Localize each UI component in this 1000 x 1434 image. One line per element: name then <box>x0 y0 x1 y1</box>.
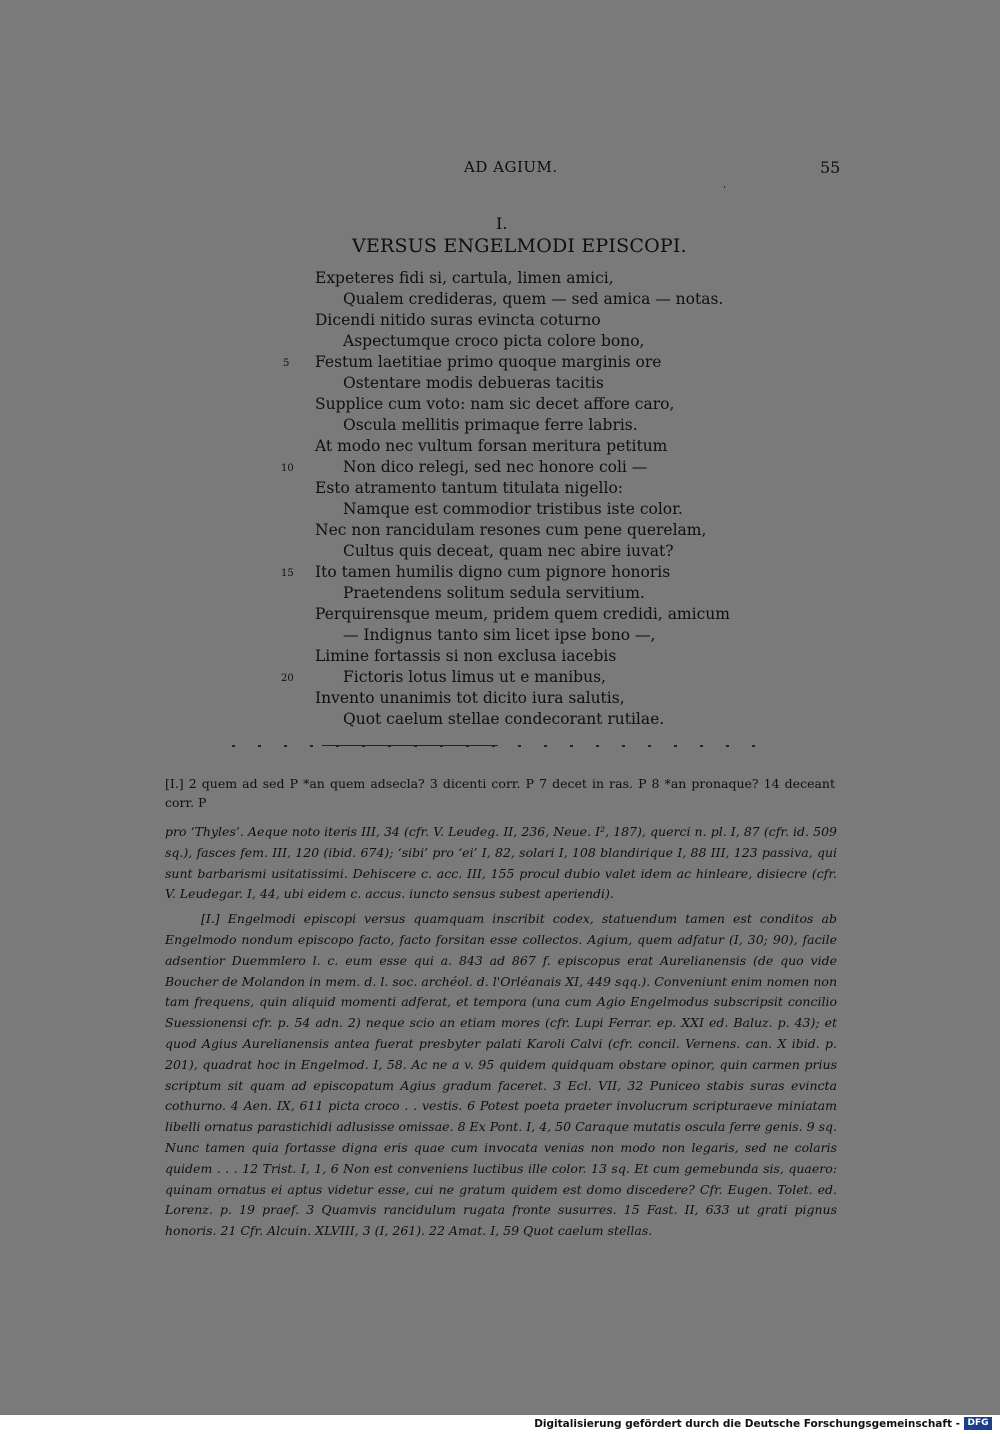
verse-line: Cultus quis deceat, quam nec abire iuvat? <box>343 542 674 560</box>
poem-numeral: I. <box>496 214 508 233</box>
verse-line: Oscula mellitis primaque ferre labris. <box>343 416 638 434</box>
verse-line: — Indignus tanto sim licet ipse bono —, <box>343 626 656 644</box>
page-number: 55 <box>820 158 841 177</box>
verse-line: Aspectumque croco picta colore bono, <box>343 332 645 350</box>
critical-apparatus <box>165 774 835 812</box>
verse-line: Quot caelum stellae condecorant rutilae. <box>343 710 665 728</box>
footer-credit: Digitalisierung gefördert durch die Deutsche Forschungsgemeinschaft - <box>534 1418 960 1430</box>
verse-line: Supplice cum voto: nam sic decet affore caro, <box>315 395 675 413</box>
running-title: AD AGIUM. <box>464 158 558 176</box>
line-number: 20 <box>281 673 294 684</box>
verse-line: Esto atramento tantum titulata nigello: <box>315 479 624 497</box>
verse-line: At modo nec vultum forsan meritura petitum <box>315 437 668 455</box>
verse-line: Expeteres fidi si, cartula, limen amici, <box>315 269 614 287</box>
verse-line: Festum laetitiae primo quoque marginis ore <box>315 353 662 371</box>
verse-line: Perquirensque meum, pridem quem credidi, amicum <box>315 605 730 623</box>
verse-line: Dicendi nitido suras evincta coturno <box>315 311 601 329</box>
verse-line: Invento unanimis tot dicito iura salutis, <box>315 689 625 707</box>
verse-line: Limine fortassis si non exclusa iacebis <box>315 647 617 665</box>
verse-line: Qualem credideras, quem — sed amica — notas. <box>343 290 724 308</box>
dfg-logo-icon: DFG <box>964 1417 992 1430</box>
apparatus-text: [I.] 2 quem ad sed P *an quem adsecla? 3 dicenti corr. P 7 decet in ras. P 8 *an pronaque? 14 deceant corr. P <box>165 776 835 810</box>
verse-line: Fictoris lotus limus ut e manibus, <box>343 668 606 686</box>
separator-rule <box>232 745 766 747</box>
separator-rule-solid <box>322 745 498 746</box>
verse-line: Nec non rancidulam resones cum pene querelam, <box>315 521 707 539</box>
verse-line: Ito tamen humilis digno cum pignore honoris <box>315 563 671 581</box>
header-mark <box>724 186 725 188</box>
commentary <box>165 822 837 1246</box>
commentary-paragraph: [I.] Engelmodi episcopi versus quamquam inscribit codex, statuendum tamen est conditos ab Engelmodo nondum episcopo facto, facto forsitan esse collectos. Agium, quem adfatur (I, 30; 90), facile adsentior Duemmlero l. c. eum esse qui a. 843 ad 867 f. episcopus erat Aurelianensis (de quo vide Boucher de Molandon in mem. d. l. soc. archéol. d. l'Orléanais XI, 449 sqq.). Conveniunt enim nomen non tam frequens, quin aliquid momenti adferat, et tempora (una cum Agio Engelmodus subscripsit concilio Suessionensi cfr. p. 54 adn. 2) neque scio an etiam mores (cfr. Lupi Ferrar. ep. XXI ed. Baluz. p. 43); et quod Agius Aurelianensis antea fuerat presbyter palati Karoli Calvi (cfr. concil. Vernens. can. X ibid. p. 201), quadrat hoc in Engelmod. I, 58. Ac ne a v. 95 quidem quidquam obstare opinor, quin carmen prius scriptum sit quam ad episcopatum Agius gradum faceret. 3 Ecl. VII, 32 Puniceo stabis suras evincta cothurno. 4 Aen. IX, 611 picta croco . . vestis. 6 Potest poeta praeter involucrum scripturaeve miniatam libelli ornatus parastichidi adlusisse omissae. 8 Ex Pont. I, 4, 50 Caraque mutatis oscula ferre genis. 9 sq. Nunc tamen quia fortasse digna eris quae cum invocata venias non modo non legaris, sed ne colaris quidem . . . 12 Trist. I, 1, 6 Non est conveniens luctibus ille color. 13 sq. Et cum gemebunda sis, quaero: quinam ornatus ei aptus videtur esse, cui ne gratum quidem est domo discedere? Cfr. Eugen. Tolet. ed. Lorenz. p. 19 praef. 3 Quamvis rancidulum rugata fronte susurres. 15 Fast. II, 633 ut grati pignus honoris. 21 Cfr. Alcuin. XLVIII, 3 (I, 261). 22 Amat. I, 59 Quot caelum stellas. <box>165 911 837 1239</box>
commentary-paragraph: pro ‘Thyles’. Aeque noto iteris III, 34 (cfr. V. Leudeg. II, 236, Neue. I², 187), querci n. pl. I, 87 (cfr. id. 509 sq.), fasces fem. III, 120 (ibid. 674); ‘sibi’ pro ‘ei’ I, 82, solari I, 108 blandirique I, 88 III, 123 passiva, qui sunt barbarismi usitatissimi. Dehiscere c. acc. III, 155 procul dubio valet idem ac hinleare, disiecre (cfr. V. Leudegar. I, 44, ubi eidem c. accus. iuncto sensus subest aperiendi). <box>165 824 837 902</box>
verse-line: Non dico relegi, sed nec honore coli — <box>343 458 648 476</box>
verse-line: Namque est commodior tristibus iste color. <box>343 500 683 518</box>
line-number: 5 <box>283 358 290 369</box>
verse-line: Praetendens solitum sedula servitium. <box>343 584 645 602</box>
poem-title: VERSUS ENGELMODI EPISCOPI. <box>352 235 687 257</box>
line-number: 10 <box>281 463 294 474</box>
verse-line: Ostentare modis debueras tacitis <box>343 374 604 392</box>
line-number: 15 <box>281 568 294 579</box>
